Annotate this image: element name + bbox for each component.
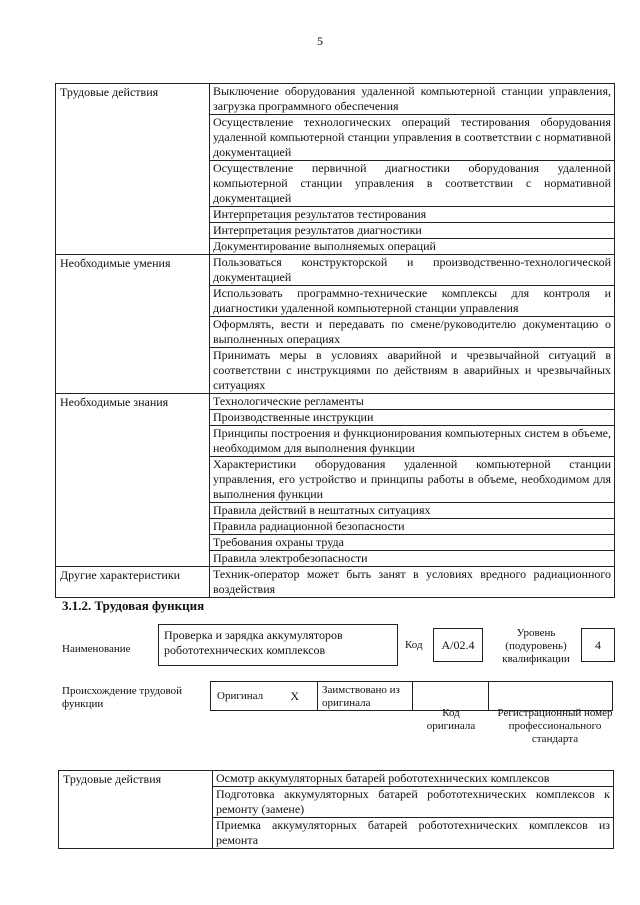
requirement-item: Принимать меры в условиях аварийной и чрезвычайной ситуаций в соответствии с инструкциями по действиям в аварийных и чрезвычайных ситуациях <box>210 348 615 394</box>
page-number: 5 <box>317 34 323 48</box>
code-field: А/02.4 <box>433 628 483 662</box>
requirement-item: Техник-оператор может быть занят в условиях вредного радиационного воздействия <box>210 567 615 598</box>
requirement-item: Интерпретация результатов тестирования <box>210 207 615 223</box>
level-label: Уровень (подуровень) квалификации <box>502 627 570 665</box>
name-label: Наименование <box>62 643 131 655</box>
action-item: Приемка аккумуляторных батарей робототехнических комплексов из ремонта <box>213 818 614 849</box>
requirement-item: Выключение оборудования удаленной компьютерной станции управления, загрузка программного обеспечения <box>210 84 615 115</box>
original-label: Оригинал <box>217 689 264 702</box>
table-row <box>56 255 615 286</box>
original-mark: X <box>290 688 299 703</box>
action-item: Подготовка аккумуляторных батарей робототехнических комплексов к ремонту (замене) <box>213 787 614 818</box>
code-original-label: Код оригинала <box>426 707 476 732</box>
requirement-group-label: Другие характеристики <box>56 567 210 598</box>
level-field: 4 <box>581 628 615 662</box>
requirement-item: Технологические регламенты <box>210 394 615 410</box>
actions-table <box>58 770 614 849</box>
code-label: Код <box>405 639 423 651</box>
requirement-item: Осуществление технологических операций тестирования оборудования удаленной компьютерной станции управления в соответствии с нормативной документацией <box>210 115 615 161</box>
reg-number-label: Регистрационный номер профессионального стандарта <box>497 707 613 745</box>
requirement-item: Осуществление первичной диагностики оборудования удаленной компьютерной станции управления в соответствии с нормативной документацией <box>210 161 615 207</box>
requirement-item: Производственные инструкции <box>210 410 615 426</box>
action-item: Осмотр аккумуляторных батарей робототехнических комплексов <box>213 771 614 787</box>
requirement-item: Правила радиационной безопасности <box>210 519 615 535</box>
requirement-item: Правила действий в нештатных ситуациях <box>210 503 615 519</box>
requirement-item: Пользоваться конструкторской и производственно-технологической документацией <box>210 255 615 286</box>
requirement-group-label: Необходимые знания <box>56 394 210 567</box>
requirement-item: Использовать программно-технические комплексы для контроля и диагностики удаленной компьютерной станции управления <box>210 286 615 317</box>
requirements-table <box>55 83 615 598</box>
requirement-group-label: Трудовые действия <box>56 84 210 255</box>
original-cell <box>210 681 318 711</box>
table-row <box>56 84 615 115</box>
table-row <box>56 567 615 598</box>
table-row <box>59 771 614 787</box>
requirement-item: Интерпретация результатов диагностики <box>210 223 615 239</box>
section-heading: 3.1.2. Трудовая функция <box>62 598 205 613</box>
function-name-field: Проверка и зарядка аккумуляторов робототехнических комплексов <box>158 624 398 666</box>
requirement-group-label: Необходимые умения <box>56 255 210 394</box>
requirement-item: Требования охраны труда <box>210 535 615 551</box>
requirement-item: Правила электробезопасности <box>210 551 615 567</box>
borrowed-cell: Заимствовано из оригинала <box>317 681 413 711</box>
action-group-label: Трудовые действия <box>59 771 213 849</box>
table-row <box>56 394 615 410</box>
requirement-item: Оформлять, вести и передавать по смене/руководителю документацию о выполненных операциях <box>210 317 615 348</box>
requirement-item: Характеристики оборудования удаленной компьютерной станции управления, его устройство и принципы работы в объеме, необходимом для выполнения функции <box>210 457 615 503</box>
requirement-item: Документирование выполняемых операций <box>210 239 615 255</box>
requirement-item: Принципы построения и функционирования компьютерных систем в объеме, необходимом для выполнения функции <box>210 426 615 457</box>
origin-label: Происхождение трудовой функции <box>62 685 183 710</box>
